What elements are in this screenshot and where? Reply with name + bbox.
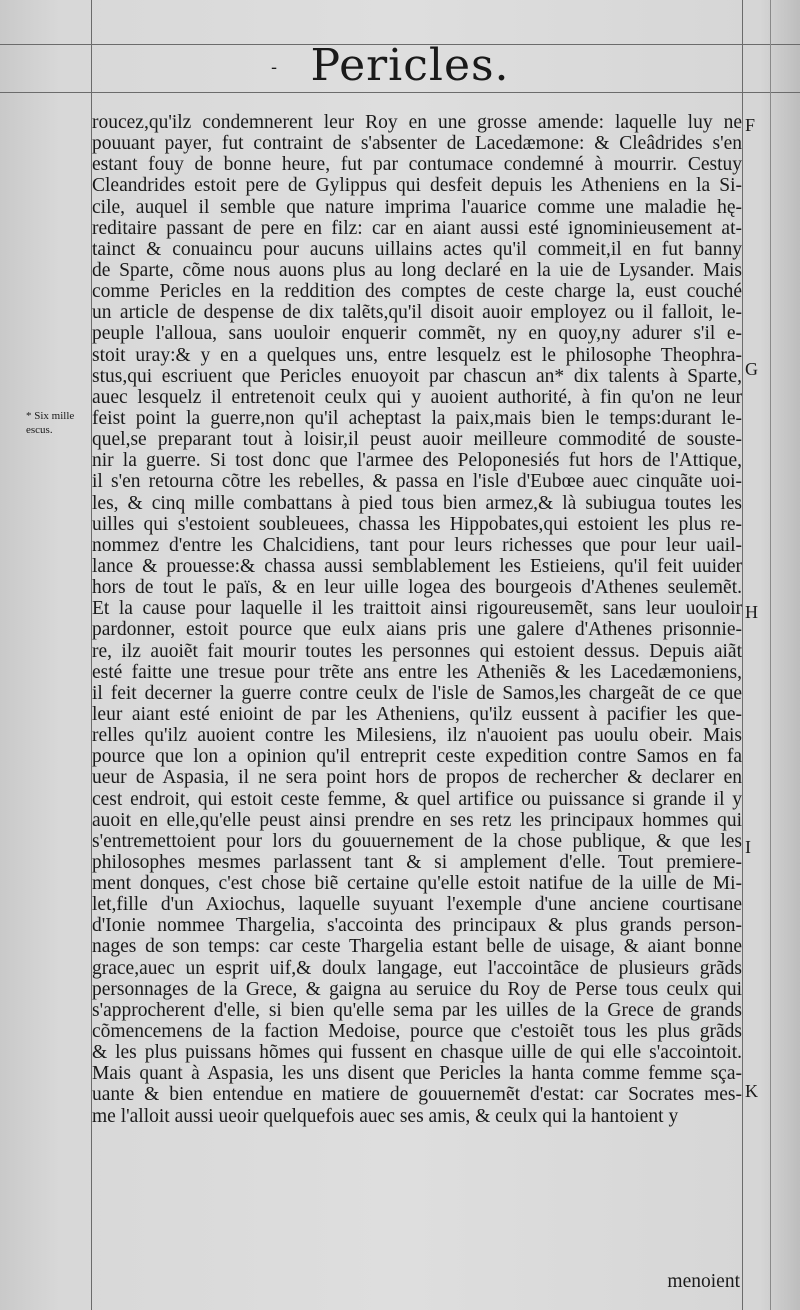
text-line: hors de tout le païs, & en leur uille logea des bourgeois d'Athenes seulemẽt.	[92, 577, 742, 599]
text-line: feist point la guerre,non qu'il acheptast la paix,mais bien le temps:durant le-	[92, 407, 742, 429]
text-line: les, & cinq mille combattans à pied tous bien armez,& là subiugua toutes les	[92, 492, 742, 514]
running-title: Pericles.	[310, 40, 510, 91]
text-line: s'approcherent d'elle, si bien qu'elle sema par les uilles de la Grece de grands	[92, 999, 742, 1021]
text-line: relles qu'ilz auoient contre les Milesiens, ilz n'auoient pas uoulu obeir. Mais	[92, 725, 742, 747]
text-line: reditaire passant de pere en filz: car en aiant aussi esté ignominieusement at-	[92, 217, 742, 239]
margin-letter-i: I	[745, 837, 751, 857]
text-line: lance & prouesse:& chassa aussi semblablement les Estieiens, qu'il feit uuider	[92, 555, 742, 577]
text-line: auoit en elle,qu'elle peust ainsi prendre en ses retz les principaux hommes qui	[92, 809, 742, 831]
text-line: quel,se preparant tout à loisir,il peust auoir meilleure commodité de souste-	[92, 429, 742, 451]
text-line: nages de son temps: car ceste Thargelia estant belle de uisage, & aiant bonne	[92, 936, 742, 958]
text-line: auec lesquelz il entretenoit ceulx qui y auoient authorité, à fin qu'on ne leur	[92, 386, 742, 408]
text-line: stus,qui escriuent que Pericles enuoyoit par chascun an* dix talents à Sparte,	[92, 365, 742, 387]
text-line: estant fouy de bonne heure, fut par contumace condemné à mourrir. Cestuy	[92, 154, 742, 176]
text-line: uante & bien entendue en matiere de gouuernemẽt d'estat: car Socrates mes-	[92, 1084, 742, 1106]
text-line: stoit uray:& y en a quelques uns, entre lesquelz est le philosophe Theophra-	[92, 344, 742, 366]
text-line: comme Pericles en la reddition des comptes de ceste charge la, eust couché	[92, 281, 742, 303]
text-line: nommez d'entre les Chalcidiens, tant pour leurs richesses que pour leur uail-	[92, 534, 742, 556]
text-line: pardonner, estoit pource que eulx aians pris une galere d'Athenes prisonnie-	[92, 619, 742, 641]
text-line: de Sparte, cõme nous auons plus au long declaré en la uie de Lysander. Mais	[92, 259, 742, 281]
text-line: cõmencemens de la faction Medoise, pource que c'estoiẽt tous les plus grãds	[92, 1021, 742, 1043]
text-line: philosophes mesmes parlassent tant & si amplement d'elle. Tout premiere-	[92, 851, 742, 873]
outer-margin-rule	[770, 0, 771, 1310]
text-line: il s'en retourna cõtre les rebelles, & passa en l'isle d'Eubœe auec cinquãte uoi-	[92, 471, 742, 493]
header-rule	[0, 92, 800, 93]
margin-letter-k: K	[745, 1081, 758, 1101]
text-line: me l'alloit aussi ueoir quelquefois auec ses amis, & ceulx qui la hantoient y	[92, 1105, 679, 1127]
text-line: Cleandrides estoit pere de Gylippus qui desfeit depuis les Atheniens en la Si-	[92, 175, 742, 197]
text-line: leur aiant esté enioint de par les Atheniens, qu'ilz eussent à pacifier les que-	[92, 703, 742, 725]
text-line: cest endroit, qui estoit ceste femme, & quel artifice ou puissance si grande il y	[92, 788, 742, 810]
text-line: & les plus puissans hõmes qui fussent en chasque uille de qui elle s'accointoit.	[92, 1042, 742, 1064]
header-dash: -	[270, 57, 278, 78]
margin-letter-f: F	[745, 115, 756, 135]
text-line: roucez,qu'ilz condemnerent leur Roy en une grosse amende: laquelle luy ne	[92, 112, 742, 133]
margin-letter-h: H	[745, 602, 758, 622]
text-line: un article de despense de dix talẽts,qu'il disoit auoir employez ou il falloit, le-	[92, 302, 742, 324]
text-line: pouuant payer, fut contraint de s'absenter de Lacedæmone: & Cleâdrides s'en	[92, 133, 742, 155]
margin-note: * Six mille escus.	[26, 410, 75, 436]
margin-letter-g: G	[745, 359, 758, 379]
right-margin-rule	[742, 0, 743, 1310]
catchword: menoient	[667, 1271, 740, 1292]
text-line: let,fille d'un Axiochus, laquelle suyuant l'exemple d'une anciene courtisane	[92, 894, 742, 916]
text-line: Et la cause pour laquelle il les traittoit ainsi rigoureusemẽt, sans leur uouloir	[92, 598, 742, 620]
text-line: nir la guerre. Si tost donc que l'armee des Peloponesiés fut hors de l'Attique,	[92, 450, 742, 472]
text-line: Mais quant à Aspasia, les uns disent que Pericles la hanta comme femme sça-	[92, 1063, 742, 1085]
text-line: uilles qui s'estoient soubleuees, chassa les Hippobates,qui estoient les plus re-	[92, 513, 742, 535]
text-line: il feit decerner la guerre contre ceulx de l'isle de Samos,les chargeãt de ce que	[92, 682, 742, 704]
text-line: personnages de la Grece, & gaigna au seruice du Roy de Perse tous ceulx qui	[92, 978, 742, 1000]
body-text	[92, 112, 742, 1127]
text-line: ueur de Aspasia, il ne sera point hors de propos de rechercher & declarer en	[92, 767, 742, 789]
text-line: esté faitte une tresue pour trẽte ans entre les Atheniẽs & les Lacedæmoniens,	[92, 661, 742, 683]
text-line: d'Ionie nommee Thargelia, s'accointa des principaux & plus grands person-	[92, 915, 742, 937]
text-line: peuple l'alloua, sans uouloir enquerir commẽt, ny en quoy,ny adurer s'il e-	[92, 323, 742, 345]
text-line: tainct & conuaincu pour aucuns uillains actes qu'il commeit,il en fut banny	[92, 238, 742, 260]
text-line: cile, auquel il semble que nature imprima l'auarice comme une maladie hę-	[92, 196, 742, 218]
text-line: ment donques, c'est chose biẽ certaine qu'elle estoit natifue de la uille de Mi-	[92, 873, 742, 895]
text-line: pource que lon a opinion qu'il entreprit ceste expedition contre Samos en fa	[92, 746, 742, 768]
text-line: grace,auec un esprit uif,& doulx langage, eut l'accointãce de plusieurs grãds	[92, 957, 742, 979]
text-line: s'entremettoient pour lors du gouuernement de la chose publique, & que les	[92, 830, 742, 852]
text-line: re, ilz auoiẽt fait mourir toutes les personnes qui estoient dessus. Depuis aiãt	[92, 640, 742, 662]
